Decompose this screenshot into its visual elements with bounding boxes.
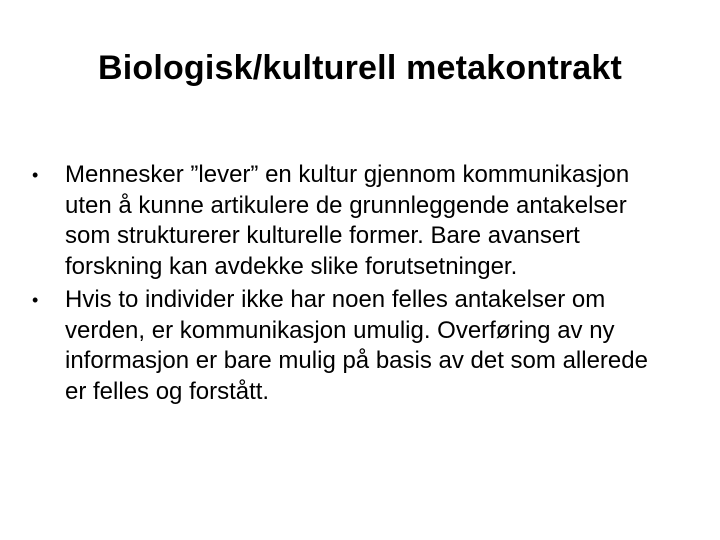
bullet-text: Mennesker ”lever” en kultur gjennom kommunikasjon uten å kunne artikulere de grunnleggende antakelser som strukturerer kulturelle former. Bare avansert forskning kan avdekke slike forutsetninger.	[65, 161, 630, 280]
slide-title: Biologisk/kulturell metakontrakt	[97, 49, 623, 87]
bullet-icon: •	[32, 165, 39, 185]
bullet-item	[32, 285, 672, 407]
bullet-text: Hvis to individer ikke har noen felles antakelser om verden, er kommunikasjon umulig. Overføring av ny informasjon er bare mulig på basis av det som allerede er felles og forstått.	[65, 286, 648, 405]
bullet-list	[32, 160, 672, 410]
bullet-icon: •	[32, 290, 39, 310]
bullet-item	[32, 160, 672, 282]
